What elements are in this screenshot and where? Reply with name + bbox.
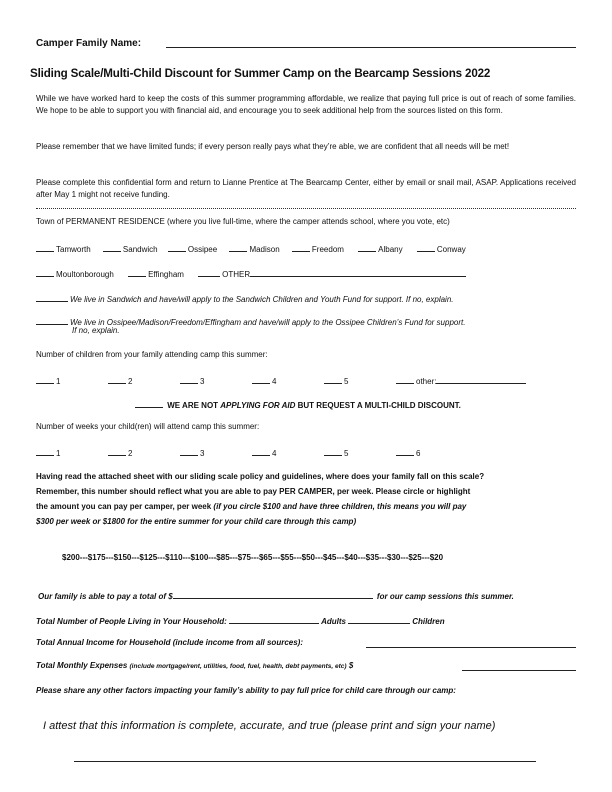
family-name-label: Camper Family Name: (36, 38, 142, 49)
children-option-5: 5 (344, 377, 349, 386)
weeks-option-3: 3 (200, 449, 205, 458)
weeks-option-6: 6 (416, 449, 421, 458)
expenses-note: (include mortgage/rent, utilities, food, fuel, health, debt payments, etc) (129, 663, 347, 670)
signature-field[interactable] (74, 761, 536, 762)
discount-italic: APPLYING FOR AID (220, 401, 296, 410)
weeks-3-checkbox[interactable] (180, 446, 198, 456)
weeks-6-checkbox[interactable] (396, 446, 414, 456)
weeks-5-checkbox[interactable] (324, 446, 342, 456)
intro-paragraph-3: Please complete this confidential form and return to Lianne Prentice at The Bearcamp Center, either by email or snail mail, ASAP. Applications received after May 1 might not receive funding. (36, 178, 576, 199)
sandwich-checkbox[interactable] (103, 242, 121, 252)
page-title: Sliding Scale/Multi-Child Discount for Summer Camp on the Bearcamp Sessions 2022 (30, 67, 491, 80)
town-madison: Madison (249, 245, 280, 254)
scale-line-1: Having read the attached sheet with our sliding scale policy and guidelines, where does your family fall on this scale? (36, 472, 485, 481)
multi-child-discount-row (135, 398, 461, 410)
children-1-checkbox[interactable] (36, 374, 54, 384)
weeks-option-5: 5 (344, 449, 349, 458)
weeks-options (36, 446, 576, 458)
town-ossipee: Ossipee (187, 245, 218, 254)
town-conway: Conway (436, 245, 466, 254)
weeks-1-checkbox[interactable] (36, 446, 54, 456)
family-name-field[interactable] (166, 47, 576, 48)
children-4-checkbox[interactable] (252, 374, 270, 384)
adults-field[interactable] (229, 614, 319, 624)
multi-child-discount-checkbox[interactable] (135, 398, 163, 408)
total-pay-prefix: Our family is able to pay a total of $ (38, 592, 173, 601)
madison-checkbox[interactable] (229, 242, 247, 252)
town-sandwich: Sandwich (122, 245, 158, 254)
weeks-question: Number of weeks your child(ren) will attend camp this summer: (36, 422, 260, 431)
sandwich-fund-row (36, 292, 454, 304)
children-5-checkbox[interactable] (324, 374, 342, 384)
divider (36, 208, 576, 209)
expenses-label: Total Monthly Expenses (36, 661, 128, 670)
children-options (36, 374, 576, 386)
discount-suffix: BUT REQUEST A MULTI-CHILD DISCOUNT. (295, 401, 461, 410)
children-option-other: other: (416, 377, 437, 386)
intro-paragraph-2: Please remember that we have limited funds; if every person really pays what they’re able, we are confident that all needs will be met! (36, 142, 510, 151)
tamworth-checkbox[interactable] (36, 242, 54, 252)
ossipee-fund-checkbox[interactable] (36, 315, 68, 325)
weeks-option-4: 4 (272, 449, 277, 458)
ossipee-fund-explain: If no, explain. (72, 326, 120, 335)
albany-checkbox[interactable] (358, 242, 376, 252)
sandwich-fund-checkbox[interactable] (36, 292, 68, 302)
children-2-checkbox[interactable] (108, 374, 126, 384)
effingham-checkbox[interactable] (128, 267, 146, 277)
household-row (36, 614, 445, 626)
sandwich-fund-text: We live in Sandwich and have/will apply to the Sandwich Children and Youth Fund for support. If no, explain. (70, 295, 454, 304)
scale-line-4: $300 per week or $1800 for the entire summer for your child care through this camp) (36, 517, 357, 526)
total-pay-field[interactable] (173, 589, 373, 599)
moultonborough-checkbox[interactable] (36, 267, 54, 277)
household-label: Total Number of People Living in Your Household: (36, 617, 227, 626)
children-other-checkbox[interactable] (396, 374, 414, 384)
ossipee-checkbox[interactable] (168, 242, 186, 252)
children-label: Children (412, 617, 445, 626)
other-town-field[interactable] (250, 267, 466, 277)
town-tamworth: Tamworth (56, 245, 91, 254)
children-option-1: 1 (56, 377, 61, 386)
children-option-4: 4 (272, 377, 277, 386)
income-label: Total Annual Income for Household (include income from all sources): (36, 638, 303, 647)
conway-checkbox[interactable] (417, 242, 435, 252)
residence-row-1 (36, 242, 466, 254)
town-freedom: Freedom (311, 245, 344, 254)
town-albany: Albany (378, 245, 403, 254)
residence-question: Town of PERMANENT RESIDENCE (where you live full-time, where the camper attends school, where you vote, etc) (36, 217, 450, 226)
town-moultonborough: Moultonborough (56, 270, 114, 279)
scale-line-3 (36, 502, 466, 511)
weeks-option-1: 1 (56, 449, 61, 458)
scale-line-3-italic: (if you circle $100 and have three children, this means you will pay (213, 502, 467, 511)
ossipee-fund-text: We live in Ossipee/Madison/Freedom/Effingham and have/will apply to the Ossipee Children’s Fund for support. (70, 318, 466, 327)
total-pay-row (38, 589, 514, 601)
other-town-checkbox[interactable] (198, 267, 220, 277)
residence-row-2 (36, 267, 468, 279)
adults-label: Adults (321, 617, 346, 626)
weeks-4-checkbox[interactable] (252, 446, 270, 456)
town-other: OTHER (222, 270, 251, 279)
children-3-checkbox[interactable] (180, 374, 198, 384)
children-option-3: 3 (200, 377, 205, 386)
weeks-option-2: 2 (128, 449, 133, 458)
children-field[interactable] (348, 614, 410, 624)
expenses-field[interactable] (462, 670, 576, 671)
freedom-checkbox[interactable] (292, 242, 310, 252)
children-question: Number of children from your family attending camp this summer: (36, 350, 268, 359)
children-other-field[interactable] (436, 374, 526, 384)
intro-paragraph-1: While we have worked hard to keep the costs of this summer programming affordable, we realize that paying full price is out of reach of some families. We hope to be able to support you with financial aid, and encourage you to seek additional help from the sources listed on this form. (36, 94, 576, 115)
other-factors-label: Please share any other factors impacting your family’s ability to pay full price for child care through our camp: (36, 686, 456, 695)
income-field[interactable] (366, 647, 576, 648)
attestation-text: I attest that this information is complete, accurate, and true (please print and sign your name) (43, 720, 496, 732)
expenses-row (36, 661, 353, 670)
weeks-2-checkbox[interactable] (108, 446, 126, 456)
discount-prefix: WE ARE NOT (167, 401, 221, 410)
children-option-2: 2 (128, 377, 133, 386)
sliding-scale-amounts[interactable]: $200---$175---$150---$125---$110---$100---$85---$75---$65---$55---$50---$45---$40---$35---$30---$25---$20 (62, 553, 444, 562)
scale-line-3-normal: the amount you can pay per camper, per week (36, 502, 214, 511)
total-pay-suffix: for our camp sessions this summer. (374, 592, 514, 601)
scale-line-2: Remember, this number should reflect what you are able to pay PER CAMPER, per week. Please circle or highlight (36, 487, 471, 496)
expenses-dollar: $ (348, 661, 354, 670)
town-effingham: Effingham (148, 270, 184, 279)
